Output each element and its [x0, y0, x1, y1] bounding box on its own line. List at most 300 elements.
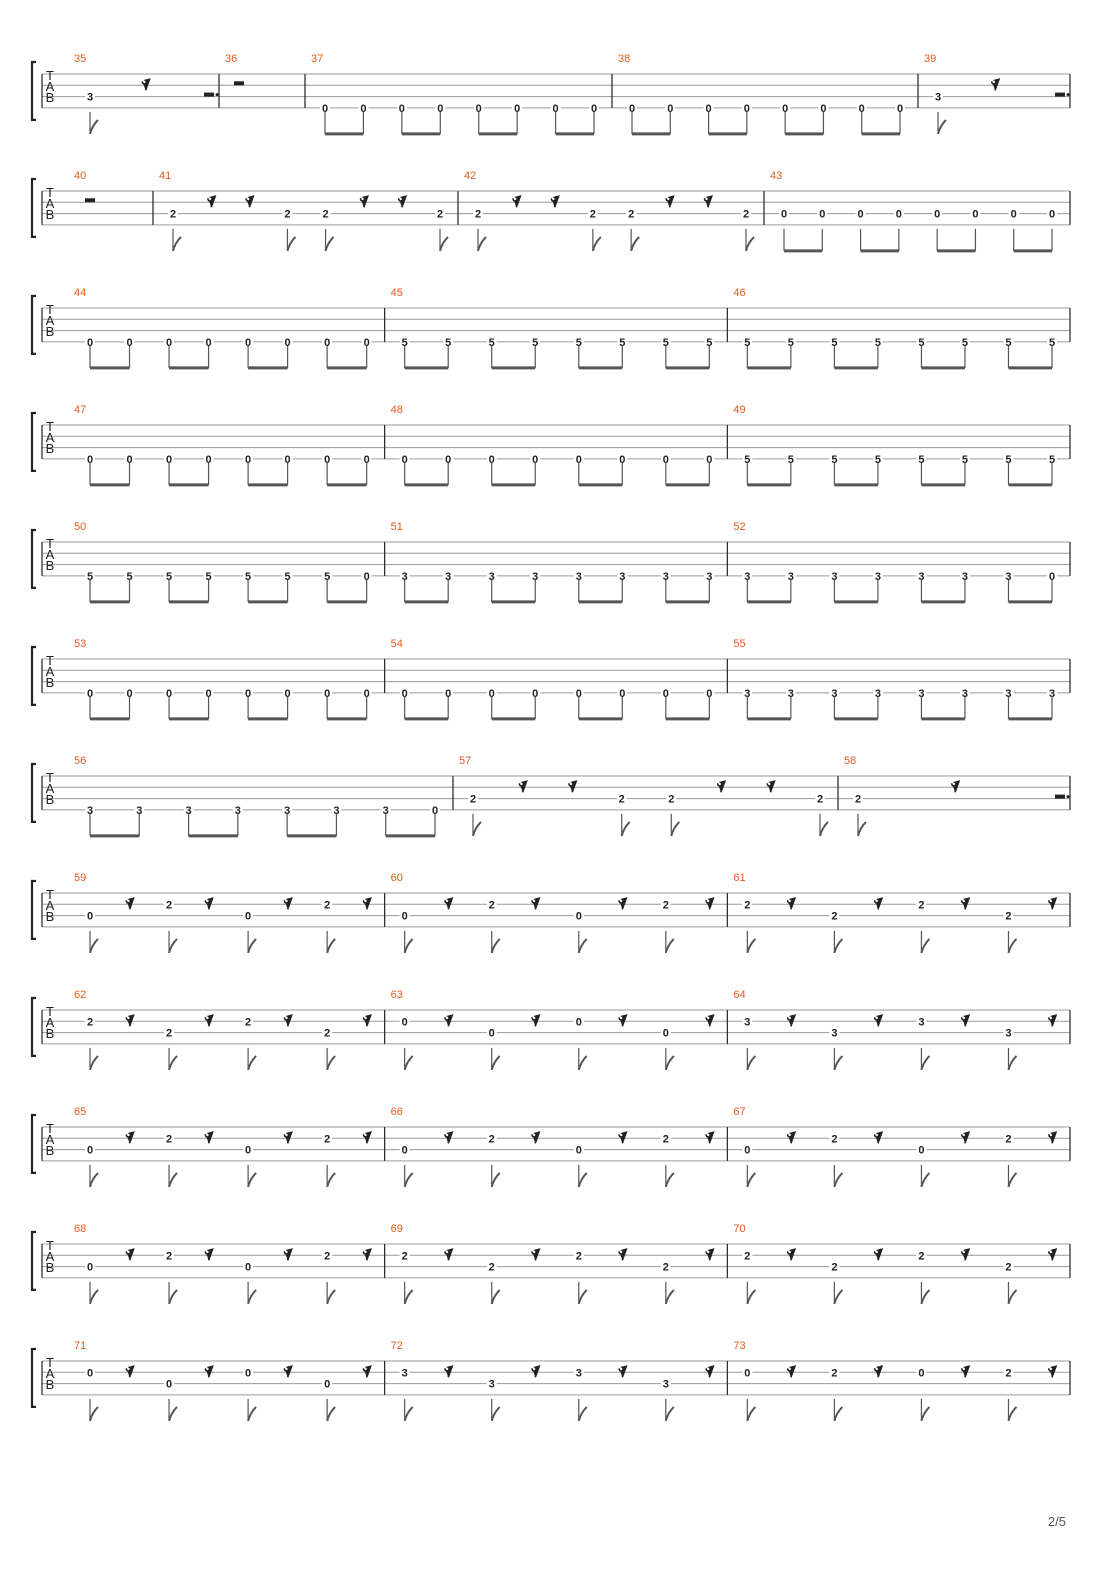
- note-flag: [666, 939, 674, 953]
- fret-number: 0: [86, 1261, 94, 1274]
- note-flag: [169, 939, 177, 953]
- measure-number: 68: [74, 1223, 87, 1235]
- fret-number: 5: [284, 570, 291, 583]
- fret-number: 3: [961, 570, 969, 583]
- fret-number: 5: [706, 336, 713, 349]
- fret-number: 0: [360, 102, 367, 115]
- fret-number: 0: [972, 208, 979, 221]
- tab-clef-b: B: [45, 558, 55, 573]
- note-flag: [492, 1173, 500, 1187]
- measure-number: 54: [390, 638, 403, 650]
- fret-number: 5: [126, 570, 133, 583]
- fret-number: 3: [874, 570, 881, 583]
- note-flag: [834, 1173, 842, 1187]
- fret-number: 2: [284, 208, 291, 221]
- fret-number: 0: [245, 1144, 252, 1157]
- half-rest: [204, 93, 214, 97]
- rest-dot: [1067, 795, 1070, 798]
- measure-number: 67: [733, 1106, 746, 1118]
- note-flag: [405, 939, 413, 953]
- note-flag: [405, 1056, 413, 1070]
- measure-number: 38: [618, 53, 631, 65]
- fret-number: 5: [874, 453, 881, 466]
- note-flag: [921, 1407, 929, 1421]
- fret-number: 5: [831, 336, 838, 349]
- tab-clef-a: A: [45, 313, 55, 328]
- fret-number: 5: [1005, 336, 1012, 349]
- fret-number: 0: [918, 1367, 925, 1380]
- system-bracket: [32, 62, 36, 120]
- fret-number: 0: [245, 1367, 252, 1380]
- fret-number: 3: [488, 570, 495, 583]
- tab-clef-b: B: [45, 1143, 55, 1158]
- fret-number: 3: [401, 570, 408, 583]
- note-flag: [405, 1290, 413, 1304]
- note-flag: [169, 1173, 177, 1187]
- fret-number: 2: [324, 1133, 331, 1146]
- fret-number: 0: [126, 336, 133, 349]
- tab-clef-a: A: [45, 664, 55, 679]
- tab-clef-t: T: [46, 1004, 54, 1019]
- fret-number: 2: [744, 1250, 751, 1263]
- fret-number: 3: [662, 1378, 669, 1391]
- tab-clef-t: T: [46, 770, 54, 785]
- tab-clef-b: B: [45, 441, 55, 456]
- fret-number: 0: [363, 687, 370, 700]
- fret-number: 0: [895, 208, 902, 221]
- fret-number: 2: [1005, 1261, 1012, 1274]
- measure-number: 37: [311, 53, 324, 65]
- fret-number: 0: [475, 102, 482, 115]
- fret-number: 2: [831, 1261, 838, 1274]
- page-number: 2/5: [1047, 1514, 1066, 1529]
- fret-number: 0: [706, 687, 713, 700]
- note-flag: [938, 120, 946, 134]
- fret-number: 0: [86, 453, 94, 466]
- note-flag: [834, 1290, 842, 1304]
- measure-number: 73: [733, 1340, 746, 1352]
- fret-number: 3: [234, 804, 241, 817]
- fret-number: 0: [575, 1144, 582, 1157]
- note-flag: [921, 1173, 929, 1187]
- fret-number: 2: [488, 1261, 495, 1274]
- fret-number: 5: [961, 336, 969, 349]
- staff-system: [32, 872, 1070, 953]
- note-flag: [478, 237, 486, 251]
- note-flag: [248, 1173, 256, 1187]
- fret-number: 0: [662, 453, 669, 466]
- fret-number: 3: [1005, 687, 1012, 700]
- tab-clef-b: B: [45, 792, 55, 807]
- fret-number: 0: [858, 102, 865, 115]
- fret-number: 0: [782, 102, 789, 115]
- fret-number: 5: [1005, 453, 1012, 466]
- fret-number: 0: [245, 910, 252, 923]
- tab-clef-b: B: [45, 1377, 55, 1392]
- fret-number: 2: [662, 1133, 669, 1146]
- fret-number: 5: [961, 453, 969, 466]
- tab-clef-a: A: [45, 781, 55, 796]
- system-bracket: [32, 179, 36, 237]
- system-bracket: [32, 296, 36, 354]
- note-flag: [579, 1407, 587, 1421]
- note-flag: [90, 1290, 98, 1304]
- tab-clef-a: A: [45, 1249, 55, 1264]
- fret-number: 0: [431, 804, 439, 817]
- fret-number: 3: [934, 91, 942, 104]
- fret-number: 3: [961, 687, 969, 700]
- fret-number: 2: [668, 793, 675, 806]
- fret-number: 0: [165, 687, 173, 700]
- fret-number: 5: [401, 336, 408, 349]
- fret-number: 0: [896, 102, 904, 115]
- fret-number: 3: [744, 570, 751, 583]
- tab-clef-t: T: [46, 302, 54, 317]
- note-flag: [169, 1407, 177, 1421]
- system-bracket: [32, 764, 36, 822]
- note-flag: [666, 1056, 674, 1070]
- fret-number: 2: [831, 1133, 838, 1146]
- note-flag: [858, 822, 866, 836]
- fret-number: 0: [398, 102, 405, 115]
- fret-number: 2: [169, 208, 177, 221]
- fret-number: 2: [322, 208, 329, 221]
- measure-number: 72: [390, 1340, 403, 1352]
- system-bracket: [32, 530, 36, 588]
- fret-number: 2: [436, 208, 444, 221]
- fret-number: 0: [575, 687, 582, 700]
- note-flag: [1008, 1056, 1016, 1070]
- fret-number: 3: [831, 570, 838, 583]
- fret-number: 3: [284, 804, 291, 817]
- fret-number: 5: [918, 336, 925, 349]
- fret-number: 2: [86, 1016, 94, 1029]
- measure-number: 44: [74, 287, 87, 299]
- staff-system: [32, 521, 1070, 602]
- fret-number: 3: [488, 1378, 495, 1391]
- fret-number: 3: [86, 804, 94, 817]
- fret-number: 0: [363, 453, 370, 466]
- fret-number: 3: [401, 1367, 408, 1380]
- fret-number: 2: [918, 1250, 925, 1263]
- fret-number: 3: [575, 1367, 582, 1380]
- fret-number: 0: [662, 687, 669, 700]
- note-flag: [747, 1290, 755, 1304]
- note-flag: [173, 237, 181, 251]
- fret-number: 3: [382, 804, 389, 817]
- fret-number: 0: [705, 102, 712, 115]
- fret-number: 3: [874, 687, 881, 700]
- note-flag: [666, 1173, 674, 1187]
- note-flag: [631, 237, 639, 251]
- fret-number: 0: [363, 570, 370, 583]
- fret-number: 2: [165, 1250, 173, 1263]
- fret-number: 2: [854, 793, 862, 806]
- fret-number: 5: [744, 336, 751, 349]
- fret-number: 0: [575, 910, 582, 923]
- fret-number: 0: [401, 453, 408, 466]
- note-flag: [820, 822, 828, 836]
- note-flag: [666, 1407, 674, 1421]
- note-flag: [248, 1290, 256, 1304]
- measure-number: 70: [733, 1223, 746, 1235]
- fret-number: 0: [284, 336, 291, 349]
- note-flag: [492, 939, 500, 953]
- fret-number: 0: [445, 453, 452, 466]
- measure-number: 36: [225, 53, 238, 65]
- measure-number: 52: [733, 521, 746, 533]
- fret-number: 2: [662, 899, 669, 912]
- fret-number: 3: [86, 91, 94, 104]
- fret-number: 5: [445, 336, 452, 349]
- note-flag: [579, 1173, 587, 1187]
- fret-number: 2: [165, 1133, 173, 1146]
- fret-number: 0: [552, 102, 559, 115]
- fret-number: 0: [205, 336, 212, 349]
- fret-number: 5: [245, 570, 252, 583]
- note-flag: [327, 1407, 335, 1421]
- staff-system: [32, 638, 1070, 719]
- fret-number: 5: [787, 453, 794, 466]
- fret-number: 0: [324, 1378, 331, 1391]
- note-flag: [579, 1290, 587, 1304]
- measure-number: 41: [159, 170, 172, 182]
- tab-clef-a: A: [45, 547, 55, 562]
- fret-number: 2: [742, 208, 750, 221]
- fret-number: 3: [831, 1027, 838, 1040]
- tab-clef-a: A: [45, 79, 55, 94]
- note-flag: [834, 1056, 842, 1070]
- tab-clef-b: B: [45, 909, 55, 924]
- note-flag: [921, 1056, 929, 1070]
- measure-number: 60: [390, 872, 403, 884]
- note-flag: [327, 1056, 335, 1070]
- note-flag: [747, 939, 755, 953]
- tab-clef-t: T: [46, 68, 54, 83]
- fret-number: 2: [1005, 1133, 1012, 1146]
- staff-system: [32, 404, 1070, 485]
- note-flag: [579, 1056, 587, 1070]
- fret-number: 2: [324, 899, 331, 912]
- measure-number: 50: [74, 521, 87, 533]
- fret-number: 0: [780, 208, 788, 221]
- note-flag: [622, 822, 630, 836]
- fret-number: 5: [532, 336, 539, 349]
- measure-number: 43: [770, 170, 783, 182]
- fret-number: 5: [874, 336, 881, 349]
- fret-number: 0: [245, 1261, 252, 1274]
- fret-number: 0: [86, 687, 94, 700]
- note-flag: [834, 939, 842, 953]
- tab-clef-t: T: [46, 1355, 54, 1370]
- fret-number: 0: [86, 910, 94, 923]
- fret-number: 2: [831, 910, 838, 923]
- fret-number: 0: [126, 687, 133, 700]
- fret-number: 0: [667, 102, 674, 115]
- note-flag: [747, 1173, 755, 1187]
- fret-number: 0: [1010, 208, 1017, 221]
- measure-number: 49: [733, 404, 746, 416]
- note-flag: [746, 237, 754, 251]
- tab-clef-a: A: [45, 898, 55, 913]
- staff-system: [32, 989, 1070, 1070]
- fret-number: 0: [324, 453, 331, 466]
- fret-number: 5: [1048, 453, 1056, 466]
- note-flag: [248, 1056, 256, 1070]
- note-flag: [405, 1407, 413, 1421]
- fret-number: 2: [324, 1250, 331, 1263]
- note-flag: [248, 939, 256, 953]
- tab-clef-t: T: [46, 419, 54, 434]
- note-flag: [666, 1290, 674, 1304]
- fret-number: 0: [321, 102, 329, 115]
- note-flag: [248, 1407, 256, 1421]
- fret-number: 2: [324, 1027, 331, 1040]
- fret-number: 0: [126, 453, 133, 466]
- fret-number: 5: [165, 570, 173, 583]
- fret-number: 0: [165, 336, 173, 349]
- fret-number: 0: [1048, 570, 1056, 583]
- measure-number: 71: [74, 1340, 87, 1352]
- measure-number: 57: [459, 755, 472, 767]
- fret-number: 0: [662, 1027, 669, 1040]
- fret-number: 0: [743, 102, 750, 115]
- system-bracket: [32, 413, 36, 471]
- fret-number: 0: [628, 102, 636, 115]
- fret-number: 0: [324, 687, 331, 700]
- whole-rest: [234, 81, 244, 85]
- fret-number: 0: [488, 453, 495, 466]
- fret-number: 0: [1048, 208, 1056, 221]
- fret-number: 5: [205, 570, 212, 583]
- fret-number: 0: [245, 687, 252, 700]
- fret-number: 2: [165, 1027, 173, 1040]
- fret-number: 0: [284, 453, 291, 466]
- fret-number: 0: [820, 102, 827, 115]
- fret-number: 0: [918, 1144, 925, 1157]
- tab-clef-a: A: [45, 1366, 55, 1381]
- measure-number: 48: [390, 404, 403, 416]
- note-flag: [473, 822, 481, 836]
- fret-number: 0: [165, 453, 173, 466]
- fret-number: 3: [918, 687, 925, 700]
- fret-number: 0: [86, 1367, 94, 1380]
- fret-number: 2: [488, 899, 495, 912]
- tab-clef-b: B: [45, 1026, 55, 1041]
- fret-number: 3: [918, 570, 925, 583]
- staff-system: [32, 1340, 1070, 1421]
- fret-number: 3: [744, 687, 751, 700]
- tab-clef-b: B: [45, 90, 55, 105]
- fret-number: 3: [787, 570, 794, 583]
- note-flag: [90, 1407, 98, 1421]
- measure-number: 42: [464, 170, 477, 182]
- tab-clef-t: T: [46, 887, 54, 902]
- fret-number: 2: [589, 208, 596, 221]
- fret-number: 0: [934, 208, 941, 221]
- note-flag: [492, 1290, 500, 1304]
- fret-number: 5: [488, 336, 495, 349]
- fret-number: 2: [469, 793, 477, 806]
- tab-clef-b: B: [45, 1260, 55, 1275]
- staff-system: [32, 755, 1070, 836]
- fret-number: 2: [628, 208, 635, 221]
- fret-number: 5: [662, 336, 669, 349]
- fret-number: 3: [1005, 570, 1012, 583]
- tab-clef-t: T: [46, 536, 54, 551]
- fret-number: 5: [744, 453, 751, 466]
- fret-number: 3: [1048, 687, 1056, 700]
- note-flag: [747, 1056, 755, 1070]
- measure-number: 51: [390, 521, 403, 533]
- fret-number: 0: [205, 453, 212, 466]
- fret-number: 0: [245, 453, 252, 466]
- fret-number: 2: [1005, 910, 1012, 923]
- note-flag: [327, 1290, 335, 1304]
- measure-number: 69: [390, 1223, 403, 1235]
- fret-number: 3: [619, 570, 626, 583]
- measure-number: 62: [74, 989, 87, 1001]
- fret-number: 3: [136, 804, 143, 817]
- note-flag: [579, 939, 587, 953]
- tab-clef-t: T: [46, 1238, 54, 1253]
- measure-number: 59: [74, 872, 87, 884]
- fret-number: 0: [401, 687, 408, 700]
- note-flag: [747, 1407, 755, 1421]
- tab-clef-a: A: [45, 430, 55, 445]
- note-flag: [921, 1290, 929, 1304]
- note-flag: [492, 1407, 500, 1421]
- note-flag: [90, 1173, 98, 1187]
- fret-number: 0: [437, 102, 444, 115]
- fret-number: 3: [831, 687, 838, 700]
- fret-number: 0: [86, 336, 94, 349]
- note-flag: [593, 237, 601, 251]
- fret-number: 3: [787, 687, 794, 700]
- system-bracket: [32, 647, 36, 705]
- fret-number: 2: [474, 208, 482, 221]
- fret-number: 0: [514, 102, 521, 115]
- note-flag: [405, 1173, 413, 1187]
- fret-number: 2: [1005, 1367, 1012, 1380]
- measure-number: 39: [924, 53, 937, 65]
- fret-number: 0: [488, 687, 495, 700]
- fret-number: 2: [662, 1261, 669, 1274]
- rest-dot: [1067, 93, 1070, 96]
- fret-number: 2: [165, 899, 173, 912]
- system-bracket: [32, 1115, 36, 1173]
- tab-clef-t: T: [46, 1121, 54, 1136]
- fret-number: 0: [744, 1144, 751, 1157]
- note-flag: [90, 939, 98, 953]
- fret-number: 0: [706, 453, 713, 466]
- fret-number: 3: [532, 570, 539, 583]
- measure-number: 35: [74, 53, 87, 65]
- note-flag: [834, 1407, 842, 1421]
- staff-system: [32, 53, 1070, 134]
- note-flag: [326, 237, 334, 251]
- rest-dot: [216, 93, 219, 96]
- note-flag: [1008, 939, 1016, 953]
- note-flag: [169, 1290, 177, 1304]
- fret-number: 2: [744, 899, 751, 912]
- fret-number: 3: [185, 804, 192, 817]
- half-rest: [1055, 795, 1065, 799]
- fret-number: 5: [787, 336, 794, 349]
- fret-number: 5: [831, 453, 838, 466]
- fret-number: 5: [619, 336, 626, 349]
- fret-number: 5: [918, 453, 925, 466]
